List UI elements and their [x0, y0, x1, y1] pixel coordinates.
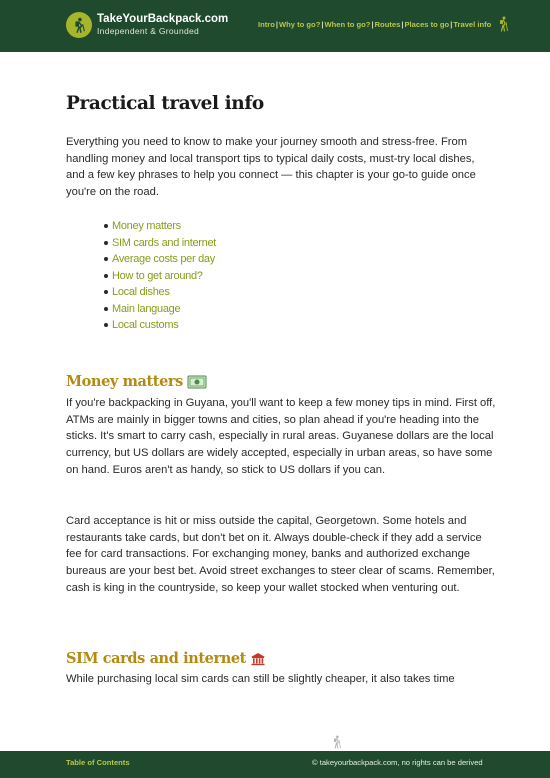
nav-item-places-to-go[interactable]: Places to go — [404, 20, 450, 29]
toc-item-local-customs[interactable] — [104, 317, 216, 334]
brand-name: TakeYourBackpack.com — [97, 13, 229, 25]
toc-item-get-around[interactable] — [104, 268, 216, 285]
intro-paragraph: Everything you need to know to make your journey smooth and stress-free. From handling money and local transport tips to typical daily costs, must-try local dishes, and a few key phrases to help you connect — this chapter is your go-to guide once you're on the road. — [66, 136, 476, 199]
copyright-text: © takeyourbackpack.com, no rights can be derived — [312, 758, 483, 767]
backpacker-logo-icon[interactable] — [66, 12, 92, 38]
section-heading-text: SIM cards and internet — [66, 650, 246, 667]
sim-paragraph-1: While purchasing local sim cards can still be slightly cheaper, it also takes time — [66, 673, 455, 685]
bullet — [104, 274, 108, 278]
toc-item-local-dishes[interactable] — [104, 284, 216, 301]
brand-tagline: Independent & Grounded — [97, 26, 200, 36]
hiker-icon — [331, 735, 342, 749]
toc-link[interactable]: How to get around? — [112, 269, 203, 282]
nav-item-travel-info[interactable]: Travel info — [453, 20, 492, 29]
chapter-toc — [104, 218, 216, 334]
nav-item-why-to-go[interactable]: Why to go? — [279, 20, 321, 29]
section-heading-text: Money matters — [66, 373, 183, 390]
toc-link[interactable]: Local customs — [112, 319, 179, 331]
nav-item-routes[interactable]: Routes — [374, 20, 401, 29]
toc-link[interactable]: SIM cards and internet — [112, 236, 217, 249]
page-title: Practical travel info — [66, 93, 264, 114]
hiker-icon — [497, 16, 509, 32]
nav-separator: | — [321, 20, 324, 29]
toc-link[interactable]: Local dishes — [112, 286, 170, 298]
nav-separator: | — [401, 20, 404, 29]
bullet — [104, 241, 108, 245]
bullet — [104, 290, 108, 294]
toc-link[interactable]: Money matters — [112, 220, 181, 232]
bank-icon — [250, 652, 266, 666]
section-heading-sim — [66, 650, 266, 667]
nav-item-when-to-go[interactable]: When to go? — [324, 20, 371, 29]
money-paragraph-1: If you're backpacking in Guyana, you'll want to keep a few money tips in mind. First off, ATMs are mainly in bigger towns and cities, so plan ahead if you're heading into the sticks. It's smart to carry cash, especially in rural areas. Guyanese dollars are the local currency, but US dollars are widely accepted, especially in urban areas, so have some on hand. Euros aren't as handy, so stick to US dollars if you can. — [66, 397, 496, 476]
table-of-contents-link[interactable]: Table of Contents — [66, 758, 130, 767]
section-heading-money — [66, 373, 207, 390]
top-nav — [258, 20, 491, 29]
bullet — [104, 257, 108, 261]
toc-item-main-language[interactable] — [104, 301, 216, 318]
toc-link[interactable]: Main language — [112, 302, 181, 315]
bullet — [104, 307, 108, 311]
toc-item-money-matters[interactable] — [104, 218, 216, 235]
money-bill-icon — [187, 375, 207, 389]
nav-separator: | — [275, 20, 278, 29]
toc-item-average-costs[interactable] — [104, 251, 216, 268]
toc-item-sim-cards[interactable] — [104, 235, 216, 252]
brand[interactable] — [97, 13, 228, 37]
money-paragraph-2: Card acceptance is hit or miss outside the capital, Georgetown. Some hotels and restaurants take cards, but don't bet on it. Always double-check if they add a service fee for card transactions. For exchanging money, banks and authorized exchange bureaus are your best bet. Avoid street exchanges to steer clear of scams. Remember, cash is king in the countryside, so keep your wallet stocked when venturing out. — [66, 515, 495, 594]
bullet — [104, 224, 108, 228]
nav-separator: | — [371, 20, 374, 29]
hiker-logo-icon — [70, 16, 88, 34]
toc-link[interactable]: Average costs per day — [112, 253, 215, 265]
nav-item-intro[interactable]: Intro — [258, 20, 275, 29]
nav-separator: | — [450, 20, 453, 29]
bullet — [104, 323, 108, 327]
